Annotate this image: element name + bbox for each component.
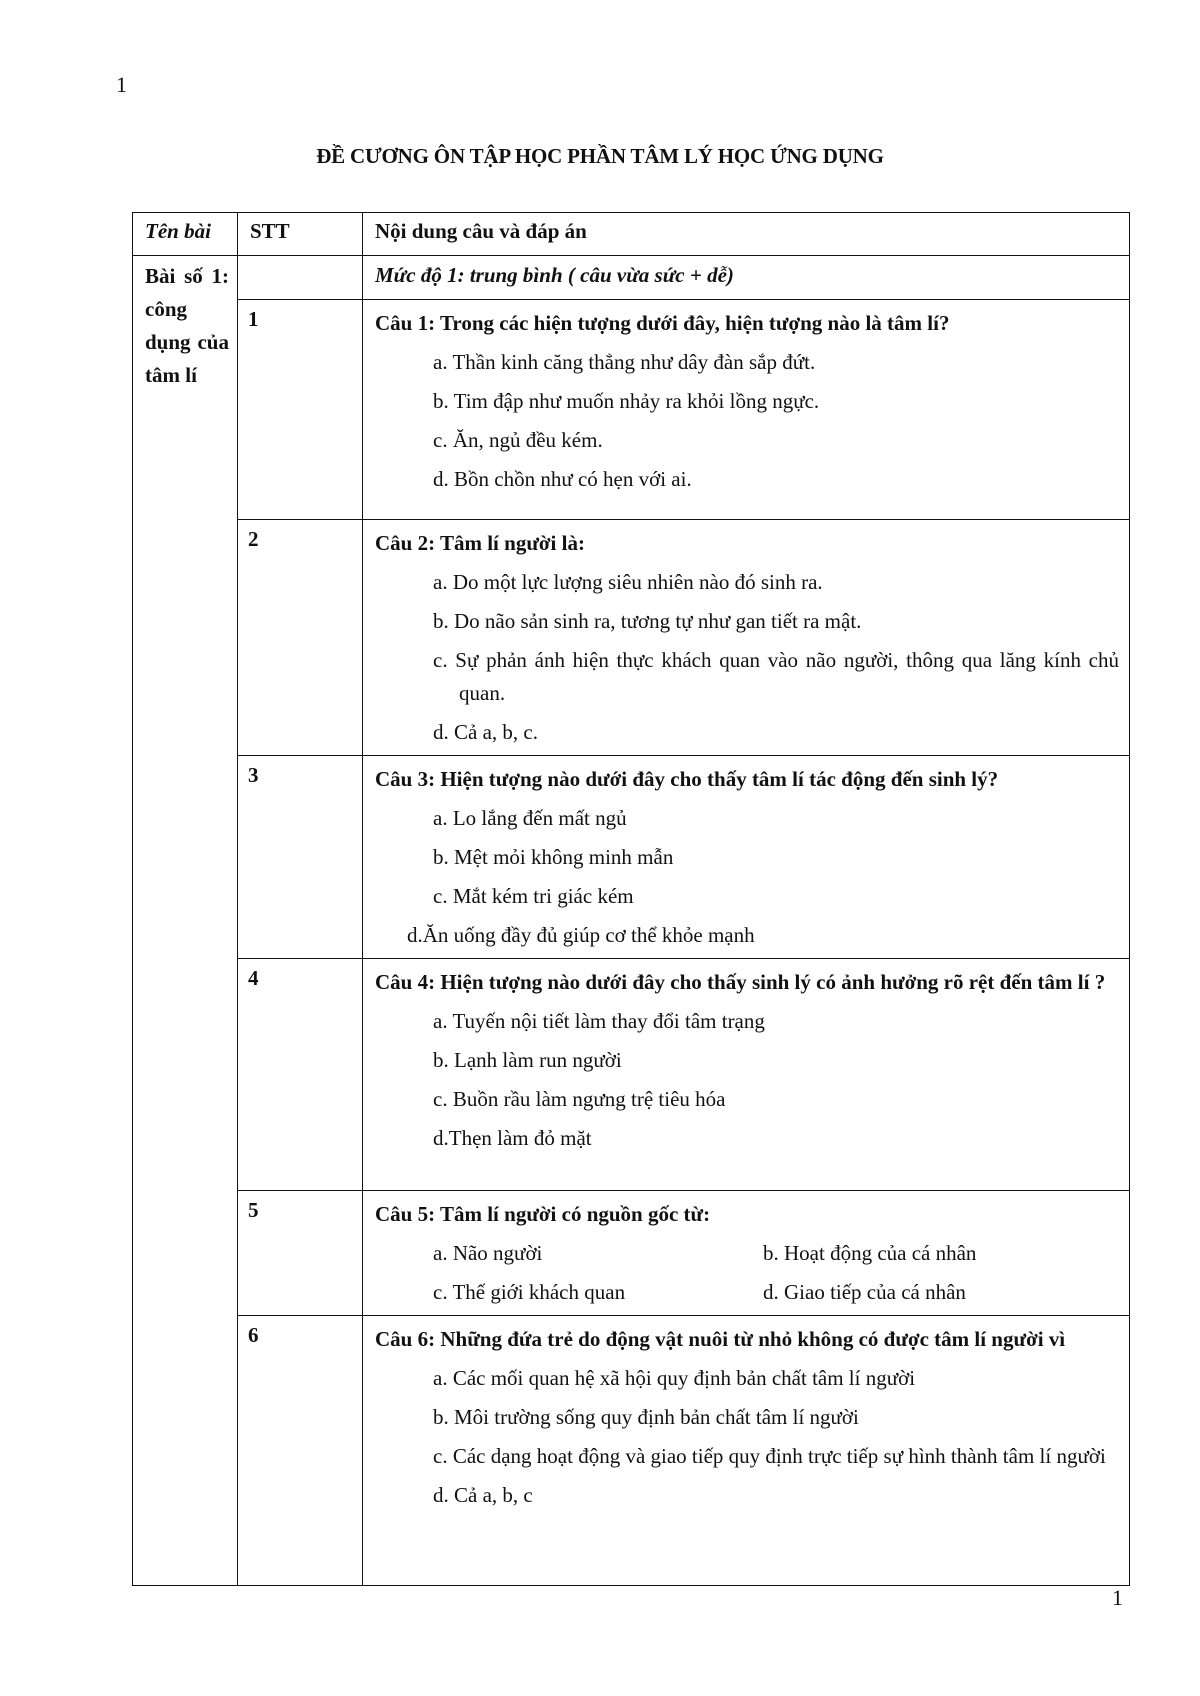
answer-option: a. Lo lắng đến mất ngủ (433, 806, 627, 830)
question-row-2 (133, 520, 1130, 756)
question-text: Câu 3: Hiện tượng nào dưới đây cho thấy tâm lí tác động đến sinh lý? (375, 767, 999, 791)
page-number-top: 1 (116, 72, 127, 97)
page-number-bottom: 1 (1112, 1585, 1123, 1610)
answer-option: b. Lạnh làm run người (433, 1048, 622, 1072)
question-row-5 (133, 1191, 1130, 1316)
answer-option: b. Môi trường sống quy định bản chất tâm lí người (433, 1405, 859, 1429)
answer-option: d.Thẹn làm đỏ mặt (433, 1126, 592, 1150)
answer-option: c. Các dạng hoạt động và giao tiếp quy định trực tiếp sự hình thành tâm lí người (433, 1444, 1106, 1468)
question-row-3 (133, 756, 1130, 959)
header-content: Nội dung câu và đáp án (375, 219, 587, 243)
question-number: 3 (248, 763, 259, 787)
level-row (133, 256, 1130, 300)
answer-options-grid (375, 1237, 1119, 1309)
answer-option: c. Buồn rầu làm ngưng trệ tiêu hóa (433, 1087, 726, 1111)
question-text: Câu 2: Tâm lí người là: (375, 531, 585, 555)
question-text: Câu 1: Trong các hiện tượng dưới đây, hiện tượng nào là tâm lí? (375, 311, 950, 335)
answer-option: b. Hoạt động của cá nhân (763, 1241, 977, 1265)
document-title: ĐỀ CƯƠNG ÔN TẬP HỌC PHẦN TÂM LÝ HỌC ỨNG DỤNG (316, 144, 884, 168)
answer-option: c. Thế giới khách quan (433, 1280, 626, 1304)
answer-option: c. Ăn, ngủ đều kém. (433, 428, 603, 452)
question-number: 1 (248, 307, 259, 331)
question-text: Câu 4: Hiện tượng nào dưới đây cho thấy sinh lý có ảnh hưởng rõ rệt đến tâm lí ? (375, 970, 1106, 994)
question-number: 5 (248, 1198, 259, 1222)
question-text: Câu 5: Tâm lí người có nguồn gốc từ: (375, 1202, 711, 1226)
answer-option: b. Mệt mỏi không minh mẫn (433, 845, 674, 869)
question-number: 2 (248, 527, 259, 551)
answer-option: b. Tim đập như muốn nhảy ra khỏi lồng ngực. (433, 389, 820, 413)
question-row-6 (133, 1316, 1130, 1586)
answer-option: d. Cả a, b, c. (433, 720, 538, 744)
header-stt: STT (250, 219, 290, 243)
answer-option: a. Thần kinh căng thẳng như dây đàn sắp đứt. (433, 350, 816, 374)
question-row-1 (133, 300, 1130, 520)
answer-option: d.Ăn uống đầy đủ giúp cơ thể khỏe mạnh (407, 923, 755, 947)
table-header-row (133, 213, 1130, 256)
answer-option: c. Sự phản ánh hiện thực khách quan vào não người, thông qua lăng kính chủ quan. (433, 648, 1119, 705)
answer-option: d. Giao tiếp của cá nhân (763, 1280, 966, 1304)
question-number: 6 (248, 1323, 259, 1347)
answer-option: b. Do não sản sinh ra, tương tự như gan tiết ra mật. (433, 609, 862, 633)
answer-option: a. Tuyến nội tiết làm thay đổi tâm trạng (433, 1009, 765, 1033)
answer-option: d. Bồn chồn như có hẹn với ai. (433, 467, 692, 491)
difficulty-level: Mức độ 1: trung bình ( câu vừa sức + dễ) (375, 263, 734, 287)
lesson-title: Bài số 1: công dụng của tâm lí (145, 264, 229, 387)
question-number: 4 (248, 966, 259, 990)
answer-option: a. Do một lực lượng siêu nhiên nào đó sinh ra. (433, 570, 823, 594)
answer-option: a. Các mối quan hệ xã hội quy định bản chất tâm lí người (433, 1366, 916, 1390)
header-lesson-name: Tên bài (145, 219, 211, 243)
answer-option: a. Não người (433, 1241, 543, 1265)
answer-option: d. Cả a, b, c (433, 1483, 533, 1507)
question-row-4 (133, 959, 1130, 1191)
answer-option: c. Mắt kém tri giác kém (433, 884, 634, 908)
question-text: Câu 6: Những đứa trẻ do động vật nuôi từ nhỏ không có được tâm lí người vì (375, 1327, 1066, 1351)
question-table (132, 212, 1130, 1586)
